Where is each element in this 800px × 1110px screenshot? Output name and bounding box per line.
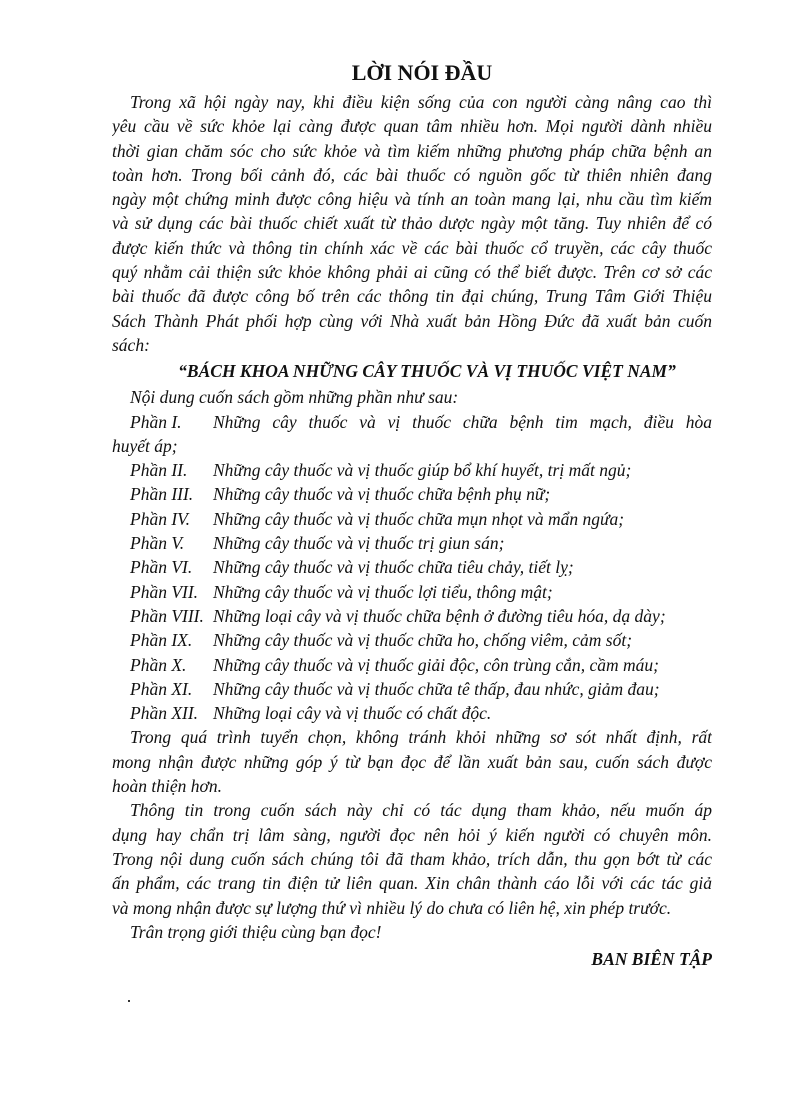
text-line: và mong nhận được sự lượng thứ vì nhiều lý do chưa có liên hệ, xin phép trước. [112,897,672,918]
text-line: Sách Thành Phát phối hợp cùng với Nhà xuất bản Hồng Đức đã xuất bản cuốn [112,310,712,331]
part-label: Phần XII. [130,703,199,724]
part-item [112,701,712,725]
text-line: mong nhận được những góp ý từ bạn đọc để lần xuất bản sau, cuốn sách được [112,751,712,772]
text-line: yêu cầu về sức khỏe lại càng được quan tâm nhiều hơn. Mọi người dành nhiều [112,116,712,137]
part-label: Phần III. [130,484,194,505]
part-text: Những cây thuốc và vị thuốc chữa tê thấp, đau nhức, giảm đau; [213,678,660,699]
intro-paragraph [112,90,712,357]
text-line: bài thuốc đã được công bố trên các thông tin đại chúng, Trung Tâm Giới Thiệu [112,286,712,307]
text-line: hoàn thiện hơn. [112,776,222,797]
parts-list [112,458,712,725]
text-line: Trong quá trình tuyển chọn, không tránh khỏi những sơ sót nhất định, rất [130,727,712,748]
part-item [112,507,712,531]
text-line: quý nhằm cải thiện sức khỏe không phải ai cũng có thể biết được. Trên cơ sở các [112,262,712,283]
part-label: Phần I. [130,411,182,432]
contents-intro: Nội dung cuốn sách gồm những phần như sau: [130,387,459,408]
part-text: Những cây thuốc và vị thuốc trị giun sán; [213,533,505,554]
document-page [112,56,712,974]
part-label: Phần XI. [130,678,193,699]
part-text: Những loại cây và vị thuốc chữa bệnh ở đường tiêu hóa, dạ dày; [213,605,666,626]
page-title: LỜI NÓI ĐẦU [351,60,493,85]
part-text: Những cây thuốc và vị thuốc chữa bệnh phụ nữ; [213,484,551,505]
part-item [112,628,712,652]
part-item [112,677,712,701]
part-label: Phần IV. [130,508,190,529]
part-item [112,410,712,434]
part-text: Những cây thuốc và vị thuốc lợi tiểu, thông mật; [213,581,553,602]
text-line: sách: [112,334,150,355]
text-line: thời gian chăm sóc cho sức khỏe và tìm kiếm những phương pháp chữa bệnh an [112,140,712,161]
text-line: Thông tin trong cuốn sách này chỉ có tác dụng tham khảo, nếu muốn áp [130,800,712,821]
text-line: toàn hơn. Trong bối cảnh đó, các bài thuốc có nguồn gốc từ thiên nhiên đang [112,164,712,185]
part-text: Những cây thuốc và vị thuốc giải độc, côn trùng cắn, cầm máu; [213,654,659,675]
part-label: Phần VI. [130,557,193,578]
paragraph-disclaimer [112,798,712,919]
part-label: Phần VIII. [130,605,204,626]
part-item [112,531,712,555]
text-line: ngày một chứng minh được công hiệu và tính an toàn mang lại, nhu cầu tìm kiếm [112,189,712,210]
part-text: Những cây thuốc và vị thuốc chữa ho, chống viêm, cảm sốt; [213,630,633,651]
part-text: Những cây thuốc và vị thuốc chữa mụn nhọt và mẩn ngứa; [213,508,625,529]
text-line: ấn phẩm, các trang tin điện tử liên quan. Xin chân thành cáo lỗi với các tác giả [112,873,712,894]
part-item [112,604,712,628]
text-line: Trong xã hội ngày nay, khi điều kiện sống của con người càng nâng cao thì [130,92,712,112]
part-text: Những cây thuốc và vị thuốc giúp bổ khí huyết, trị mất ngủ; [213,460,632,481]
part-label: Phần VII. [130,581,199,602]
part-item [112,555,712,579]
part-text: Những loại cây và vị thuốc có chất độc. [213,703,492,724]
part-label: Phần IX. [130,630,193,651]
part-text: Những cây thuốc và vị thuốc chữa bệnh tim mạch, điều hòa [213,411,712,432]
part-label: Phần II. [130,460,188,481]
closing-line: Trân trọng giới thiệu cùng bạn đọc! [130,921,382,942]
part-text-continued: huyết áp; [112,435,178,456]
part-item [112,482,712,506]
part-item [112,458,712,482]
part-label: Phần X. [130,654,187,675]
part-item [112,580,712,604]
text-line: Trong nội dung cuốn sách chúng tôi đã tham khảo, trích dẫn, thu gọn bớt từ các [112,848,712,869]
text-line: dụng hay chẩn trị lâm sàng, người đọc nên hỏi ý kiến người có chuyên môn. [112,824,712,845]
scan-speck [128,1000,130,1002]
text-line: được kiến thức và thông tin chính xác về các bài thuốc cổ truyền, các cây thuốc [112,237,712,258]
paragraph-feedback [112,725,712,798]
part-item [112,653,712,677]
part-text: Những cây thuốc và vị thuốc chữa tiêu chảy, tiết lỵ; [213,557,574,578]
signature: BAN BIÊN TẬP [591,949,712,970]
text-line: và sử dụng các bài thuốc chiết xuất từ thảo dược ngày một tăng. Tuy nhiên để có [112,213,712,234]
book-title: “BÁCH KHOA NHỮNG CÂY THUỐC VÀ VỊ THUỐC VIỆT NAM” [178,361,676,382]
part-label: Phần V. [130,533,185,554]
